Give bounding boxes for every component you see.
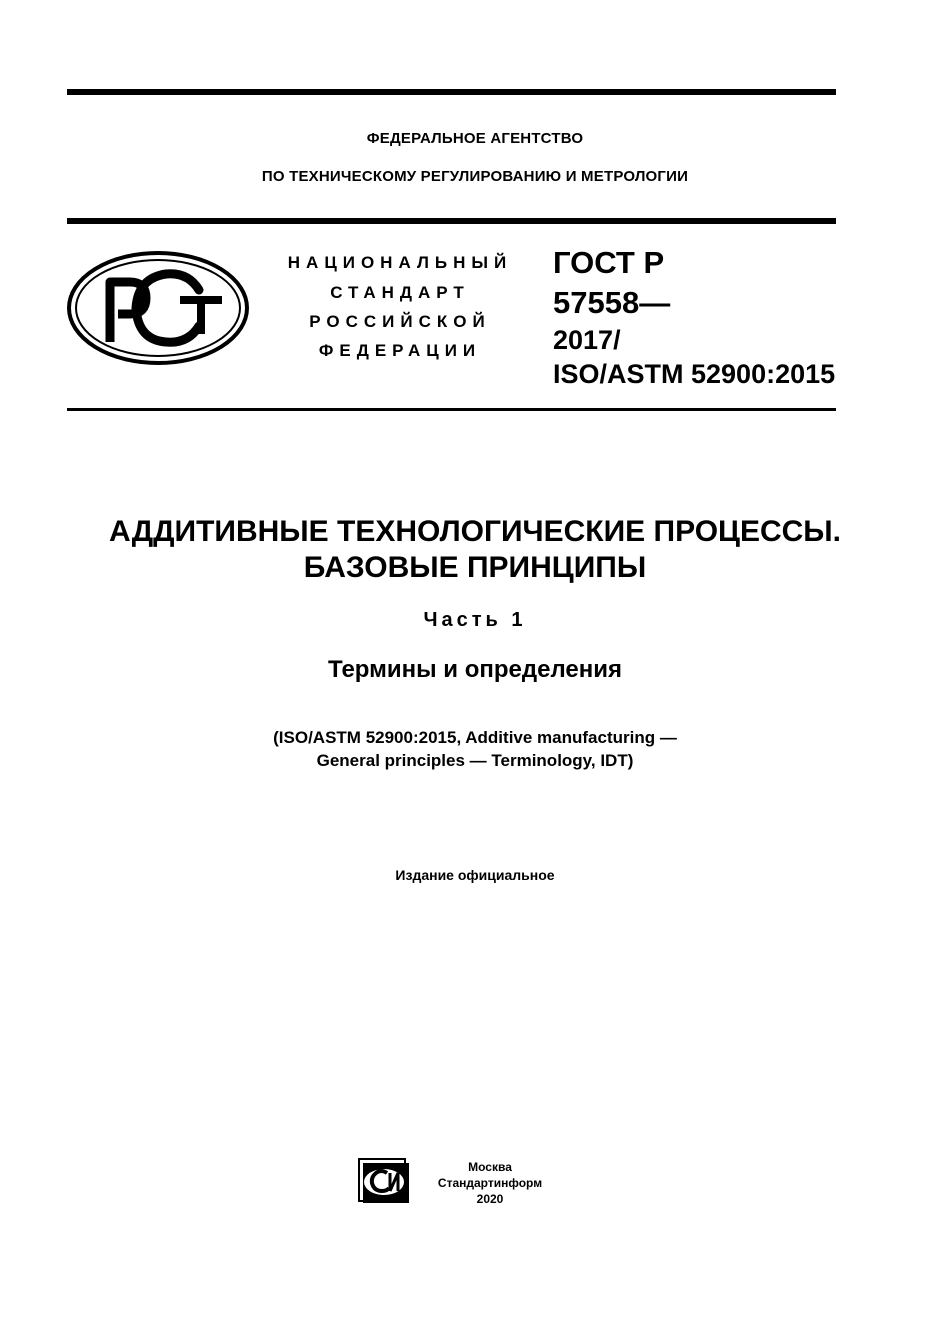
designation-line-1: ГОСТ Р <box>553 245 665 280</box>
standard-type-line-1: НАЦИОНАЛЬНЫЙ <box>287 253 513 272</box>
designation-line-2: 57558— <box>553 285 671 320</box>
title-line-2: БАЗОВЫЕ ПРИНЦИПЫ <box>303 551 647 584</box>
agency-line-1: ФЕДЕРАЛЬНОЕ АГЕНТСТВО <box>366 130 584 147</box>
standard-type-line-2: СТАНДАРТ <box>330 283 470 302</box>
header-top-rule <box>67 218 836 224</box>
international-reference <box>0 726 950 772</box>
publisher-city: Москва <box>468 1160 512 1174</box>
designation-line-4: ISO/ASTM 52900:2015 <box>553 359 836 389</box>
standard-type-line-3: РОССИЙСКОЙ <box>309 312 491 331</box>
top-rule <box>67 89 836 95</box>
publisher-name: Стандартинформ <box>437 1176 543 1190</box>
edition-label: Издание официальное <box>395 867 555 883</box>
publisher-block <box>420 1159 560 1207</box>
title-line-1: АДДИТИВНЫЕ ТЕХНОЛОГИЧЕСКИЕ ПРОЦЕССЫ. <box>108 515 841 548</box>
standartinform-logo-icon <box>357 1157 411 1205</box>
part-label: Часть 1 <box>423 609 527 631</box>
designation-line-3: 2017/ <box>553 325 621 355</box>
publisher-year: 2020 <box>476 1192 504 1206</box>
header-bottom-rule <box>67 408 836 411</box>
subtitle: Термины и определения <box>327 656 623 683</box>
document-title <box>0 514 950 586</box>
standard-type-line-4: ФЕДЕРАЦИИ <box>318 341 482 360</box>
international-line-2: General principles — Terminology, IDT) <box>316 751 634 770</box>
international-line-1: (ISO/ASTM 52900:2015, Additive manufacturing — <box>273 728 677 747</box>
rst-logo-icon <box>66 250 250 368</box>
agency-line-2: ПО ТЕХНИЧЕСКОМУ РЕГУЛИРОВАНИЮ И МЕТРОЛОГИИ <box>261 168 689 185</box>
